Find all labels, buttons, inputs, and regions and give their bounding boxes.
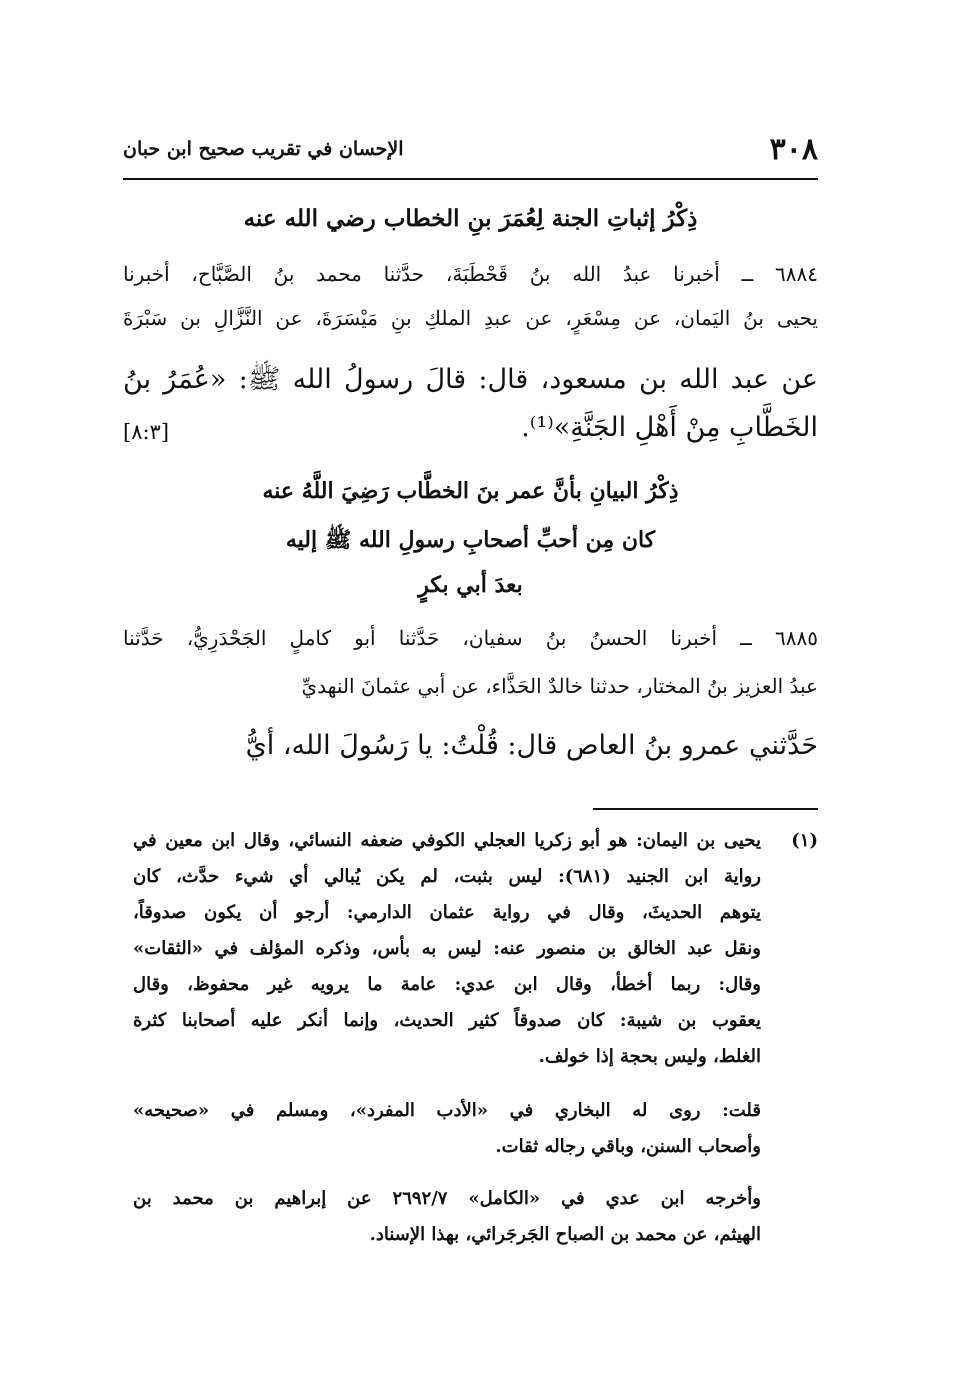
footnote-line-2: رواية ابن الجنيد (٦٨١): ليس بثبت، لم يكن يُبالي أي شيء حدَّث، كان	[133, 866, 761, 887]
hadith-line-1: عن عبد الله بن مسعود، قال: قالَ رسولُ الله ﷺ: «عُمَرُ بنُ	[123, 364, 818, 395]
section-title-1: ذِكْرُ إثباتِ الجنة لِعُمَرَ بنِ الخطاب رضي الله عنه	[243, 205, 698, 232]
footnote-line-3: يتوهم الحديثَ، وقال في رواية عثمان الدارمي: أرجو أن يكون صدوقاً،	[133, 902, 761, 923]
section-title-2-line-1: ذِكْرُ البيانِ بأنَّ عمر بنَ الخطَّاب رَضِيَ اللَّهُ عنه	[262, 478, 679, 504]
running-title: الإحسان في تقريب صحيح ابن حبان	[123, 138, 404, 160]
isnad-line-1: ٦٨٨٤ ــ أخبرنا عبدُ الله بنُ قَحْطَبَةَ، حدَّثنا محمد بنُ الصَّبَّاح، أخبرنا	[123, 262, 819, 286]
footnote-para3-line-2: الهيثم، عن محمد بن الصباح الجَرجَرائي، بهذا الإسناد.	[369, 1224, 761, 1245]
footnote-line-5: وقال: ربما أخطأ، وقال ابن عدي: عامة ما يرويه غير محفوظ، وقال	[133, 974, 761, 995]
footnote-para3-line-1: وأخرجه ابن عدي في «الكامل» ٢٦٩٢/٧ عن إبراهيم بن محمد بن	[133, 1188, 761, 1209]
header-divider	[123, 178, 818, 180]
page-number: ٣٠٨	[769, 132, 818, 167]
hadith2-line-1: حَدَّثني عمرو بنُ العاص قال: قُلْتُ: يا رَسُولَ الله، أيُّ	[245, 730, 818, 761]
section-title-2-line-2: كان مِن أحبِّ أصحابِ رسولِ الله ﷺ إليه	[285, 527, 656, 553]
footnote-para2-line-2: وأصحاب السنن، وباقي رجاله ثقات.	[495, 1136, 761, 1157]
isnad-line-2: يحيى بنُ اليَمان، عن مِسْعَرٍ، عن عبدِ الملكِ بنِ مَيْسَرَةَ، عن النَّزَّالِ بن سَبْرَةَ	[123, 306, 818, 330]
isnad2-line-1: ٦٨٨٥ ــ أخبرنا الحسنُ بنُ سفيان، حَدَّثنا أبو كاملٍ الجَحْدَرِيُّ، حَدَّثنا	[123, 626, 818, 650]
footnote-line-1: يحيى بن اليمان: هو أبو زكريا العجلي الكوفي ضعفه النسائي، وقال ابن معين في	[133, 830, 761, 851]
isnad2-line-2: عبدُ العزيز بنُ المختار، حدثنا خالدٌ الحَذَّاء، عن أبي عثمانَ النهديِّ	[301, 674, 818, 698]
footnote-line-6: يعقوب بن شيبة: كان صدوقاً كثير الحديث، وإنما أنكر عليه أصحابنا كثرة	[133, 1010, 761, 1031]
footnote-line-4: ونقل عبد الخالق بن منصور عنه: ليس به بأس، وذكره المؤلف في «الثقات»	[133, 938, 761, 959]
hadith-line-2: الخَطَّابِ مِنْ أَهْلِ الجَنَّةِ»⁽¹⁾.	[521, 412, 818, 443]
footnote-para2-line-1: قلت: روى له البخاري في «الأدب المفرد»، ومسلم في «صحيحه»	[133, 1100, 761, 1121]
footnote-divider	[593, 808, 818, 810]
page-header	[123, 132, 818, 174]
footnote-marker: (١)	[791, 830, 818, 851]
hadith-reference: [٨:٣]	[123, 420, 170, 444]
footnote-line-7: الغلط، وليس بحجة إذا خولف.	[538, 1046, 761, 1067]
section-title-2-line-3: بعدَ أبي بكرٍ	[418, 572, 523, 598]
